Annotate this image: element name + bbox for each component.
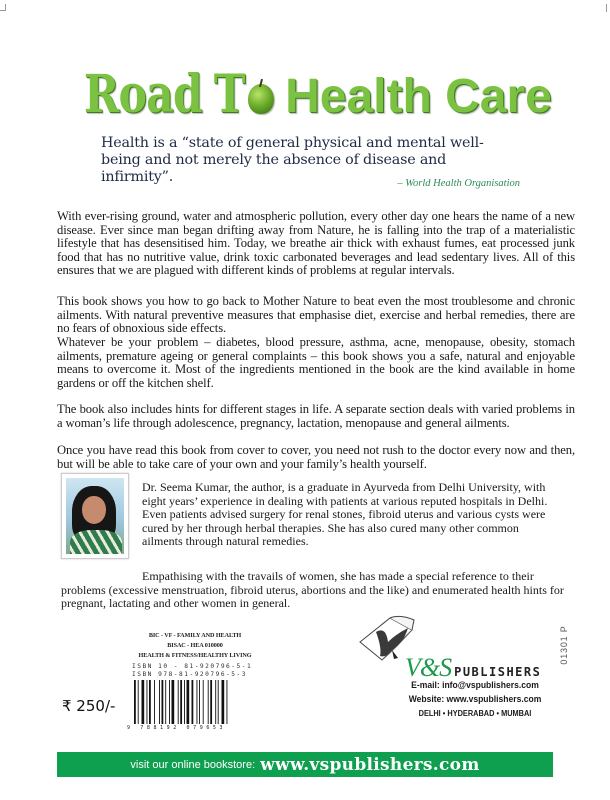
barcode-bar: [154, 680, 155, 724]
author-bio: Dr. Seema Kumar, the author, is a graduate in Ayurveda from Delhi University, with eight years’ experience in dealing with patients at various reputed hospitals in Delhi. Even patients advised surgery for renal stones, fibroid uterus and various cysts were cured by her through herbal therapies. She has also cured many other common ailments through natural remedies.: [142, 480, 548, 549]
barcode-bar: [192, 680, 194, 724]
barcode-bar: [142, 680, 145, 724]
blurb-paragraph: The book also includes hints for different stages in life. A separate section deals with varied problems in a woman’s life through adolescence, pregnancy, lactation, menopause and general ailments.: [57, 402, 575, 430]
crop-mark-top-left: [0, 4, 6, 11]
barcode-bar: [208, 680, 209, 724]
barcode: [134, 680, 259, 724]
footer-label: visit our online bookstore:: [130, 758, 256, 771]
isbn-13: ISBN 978-81-920796-5-3: [132, 670, 247, 678]
blurb-paragraph: Whatever be your problem – diabetes, blood pressure, asthma, acne, menopause, obesity, stomach ailments, premature ageing or general complaints – this book shows you a safe, natural and enjoyable means to overcome it. Most of the ingredients mentioned in the book are the kind available in home gardens or off the kitchen shelf.: [57, 335, 575, 390]
quote-source: – World Health Organisation: [397, 178, 520, 189]
author-photo: [61, 473, 129, 559]
barcode-bar: [222, 680, 225, 724]
price-label: ₹ 250/-: [62, 697, 116, 715]
title-health-care: Health Care: [285, 70, 552, 123]
footer-banner: [57, 752, 553, 777]
isbn-10: ISBN 10 - 81-920796-5-1: [132, 663, 253, 670]
barcode-bar: [138, 680, 139, 724]
footer-url: www.vspublishers.com: [260, 754, 480, 775]
barcode-bar: [203, 680, 204, 724]
green-apple-icon: [248, 84, 274, 114]
blurb-paragraph: This book shows you how to go back to Mother Nature to beat even the most troublesome and chronic ailments. With natural preventive measures that emphasise diet, exercise and herbal remedies, there are no fears of obnoxious side effects.: [57, 294, 575, 335]
barcode-bar: [180, 680, 182, 724]
barcode-bar: [172, 680, 175, 724]
isbn-block: [132, 663, 252, 678]
barcode-digits: 9 788192 079653: [127, 725, 227, 731]
barcode-bar: [162, 680, 164, 724]
barcode-bar: [178, 680, 179, 724]
book-classification: [120, 631, 270, 661]
blurb-paragraph: Once you have read this book from cover to cover, you need not rush to the doctor every now and then, but will be able to take care of your own and your family’s health yourself.: [57, 443, 575, 471]
barcode-bar: [134, 680, 136, 724]
barcode-bar: [227, 680, 228, 724]
barcode-bar: [149, 680, 151, 724]
barcode-bar: [184, 680, 185, 724]
print-code: [544, 620, 584, 670]
title-word-road: Road: [84, 64, 203, 125]
crop-mark-top-right: [606, 4, 610, 12]
barcode-bar: [159, 680, 160, 724]
publisher-website: Website: www.vspublishers.com: [408, 694, 542, 704]
publisher-wordmark: PUBLISHERS: [454, 665, 542, 679]
barcode-bar: [218, 680, 219, 724]
barcode-bar: [210, 680, 212, 724]
bic-code: BIC - VF - FAMILY AND HEALTH: [148, 632, 242, 639]
title-letter-t: T: [213, 64, 245, 125]
barcode-bar: [147, 680, 148, 724]
publisher-email: E-mail: info@vspublishers.com: [411, 680, 539, 690]
barcode-bar: [169, 680, 170, 724]
bisac-code: BISAC - HEA 010000: [167, 642, 223, 649]
subject-category: HEALTH & FITNESS/HEALTHY LIVING: [138, 652, 252, 659]
barcode-bar: [199, 680, 200, 724]
blurb-paragraph: With ever-rising ground, water and atmospheric pollution, every other day one hears the name of a new disease. Ever since man began drifting away from Nature, he is falling into the trap of a materialistic lifestyle that has desensitised him. Today, we breathe air thick with exhaust fumes, eat processed junk food that has no nutritive value, drink toxic carbonated beverages and lead sedentary lives. All of this ensures that we are plagued with different kinds of problems at regular intervals.: [57, 209, 575, 277]
barcode-bar: [197, 680, 198, 724]
publisher-cities: DELHI • HYDERABAD • MUMBAI: [418, 709, 532, 718]
print-code-text: 01301 P: [559, 625, 569, 665]
barcode-bar: [215, 680, 216, 724]
publisher-name: [405, 653, 541, 683]
barcode-bar: [187, 680, 190, 724]
barcode-bar: [165, 680, 166, 724]
book-title: [0, 64, 610, 125]
who-quote: Health is a “state of general physical and mental well-being and not merely the absence of disease and infirmity”.: [101, 135, 484, 185]
author-bio-continued: Empathising with the travails of women, she has made a special reference to their problems (excessive menstruation, fibroid uterus, abortions and the like) and enumerated health hints for pregnant, lactating and other women in general.: [61, 569, 564, 611]
publisher-mark: V&S: [405, 653, 452, 682]
